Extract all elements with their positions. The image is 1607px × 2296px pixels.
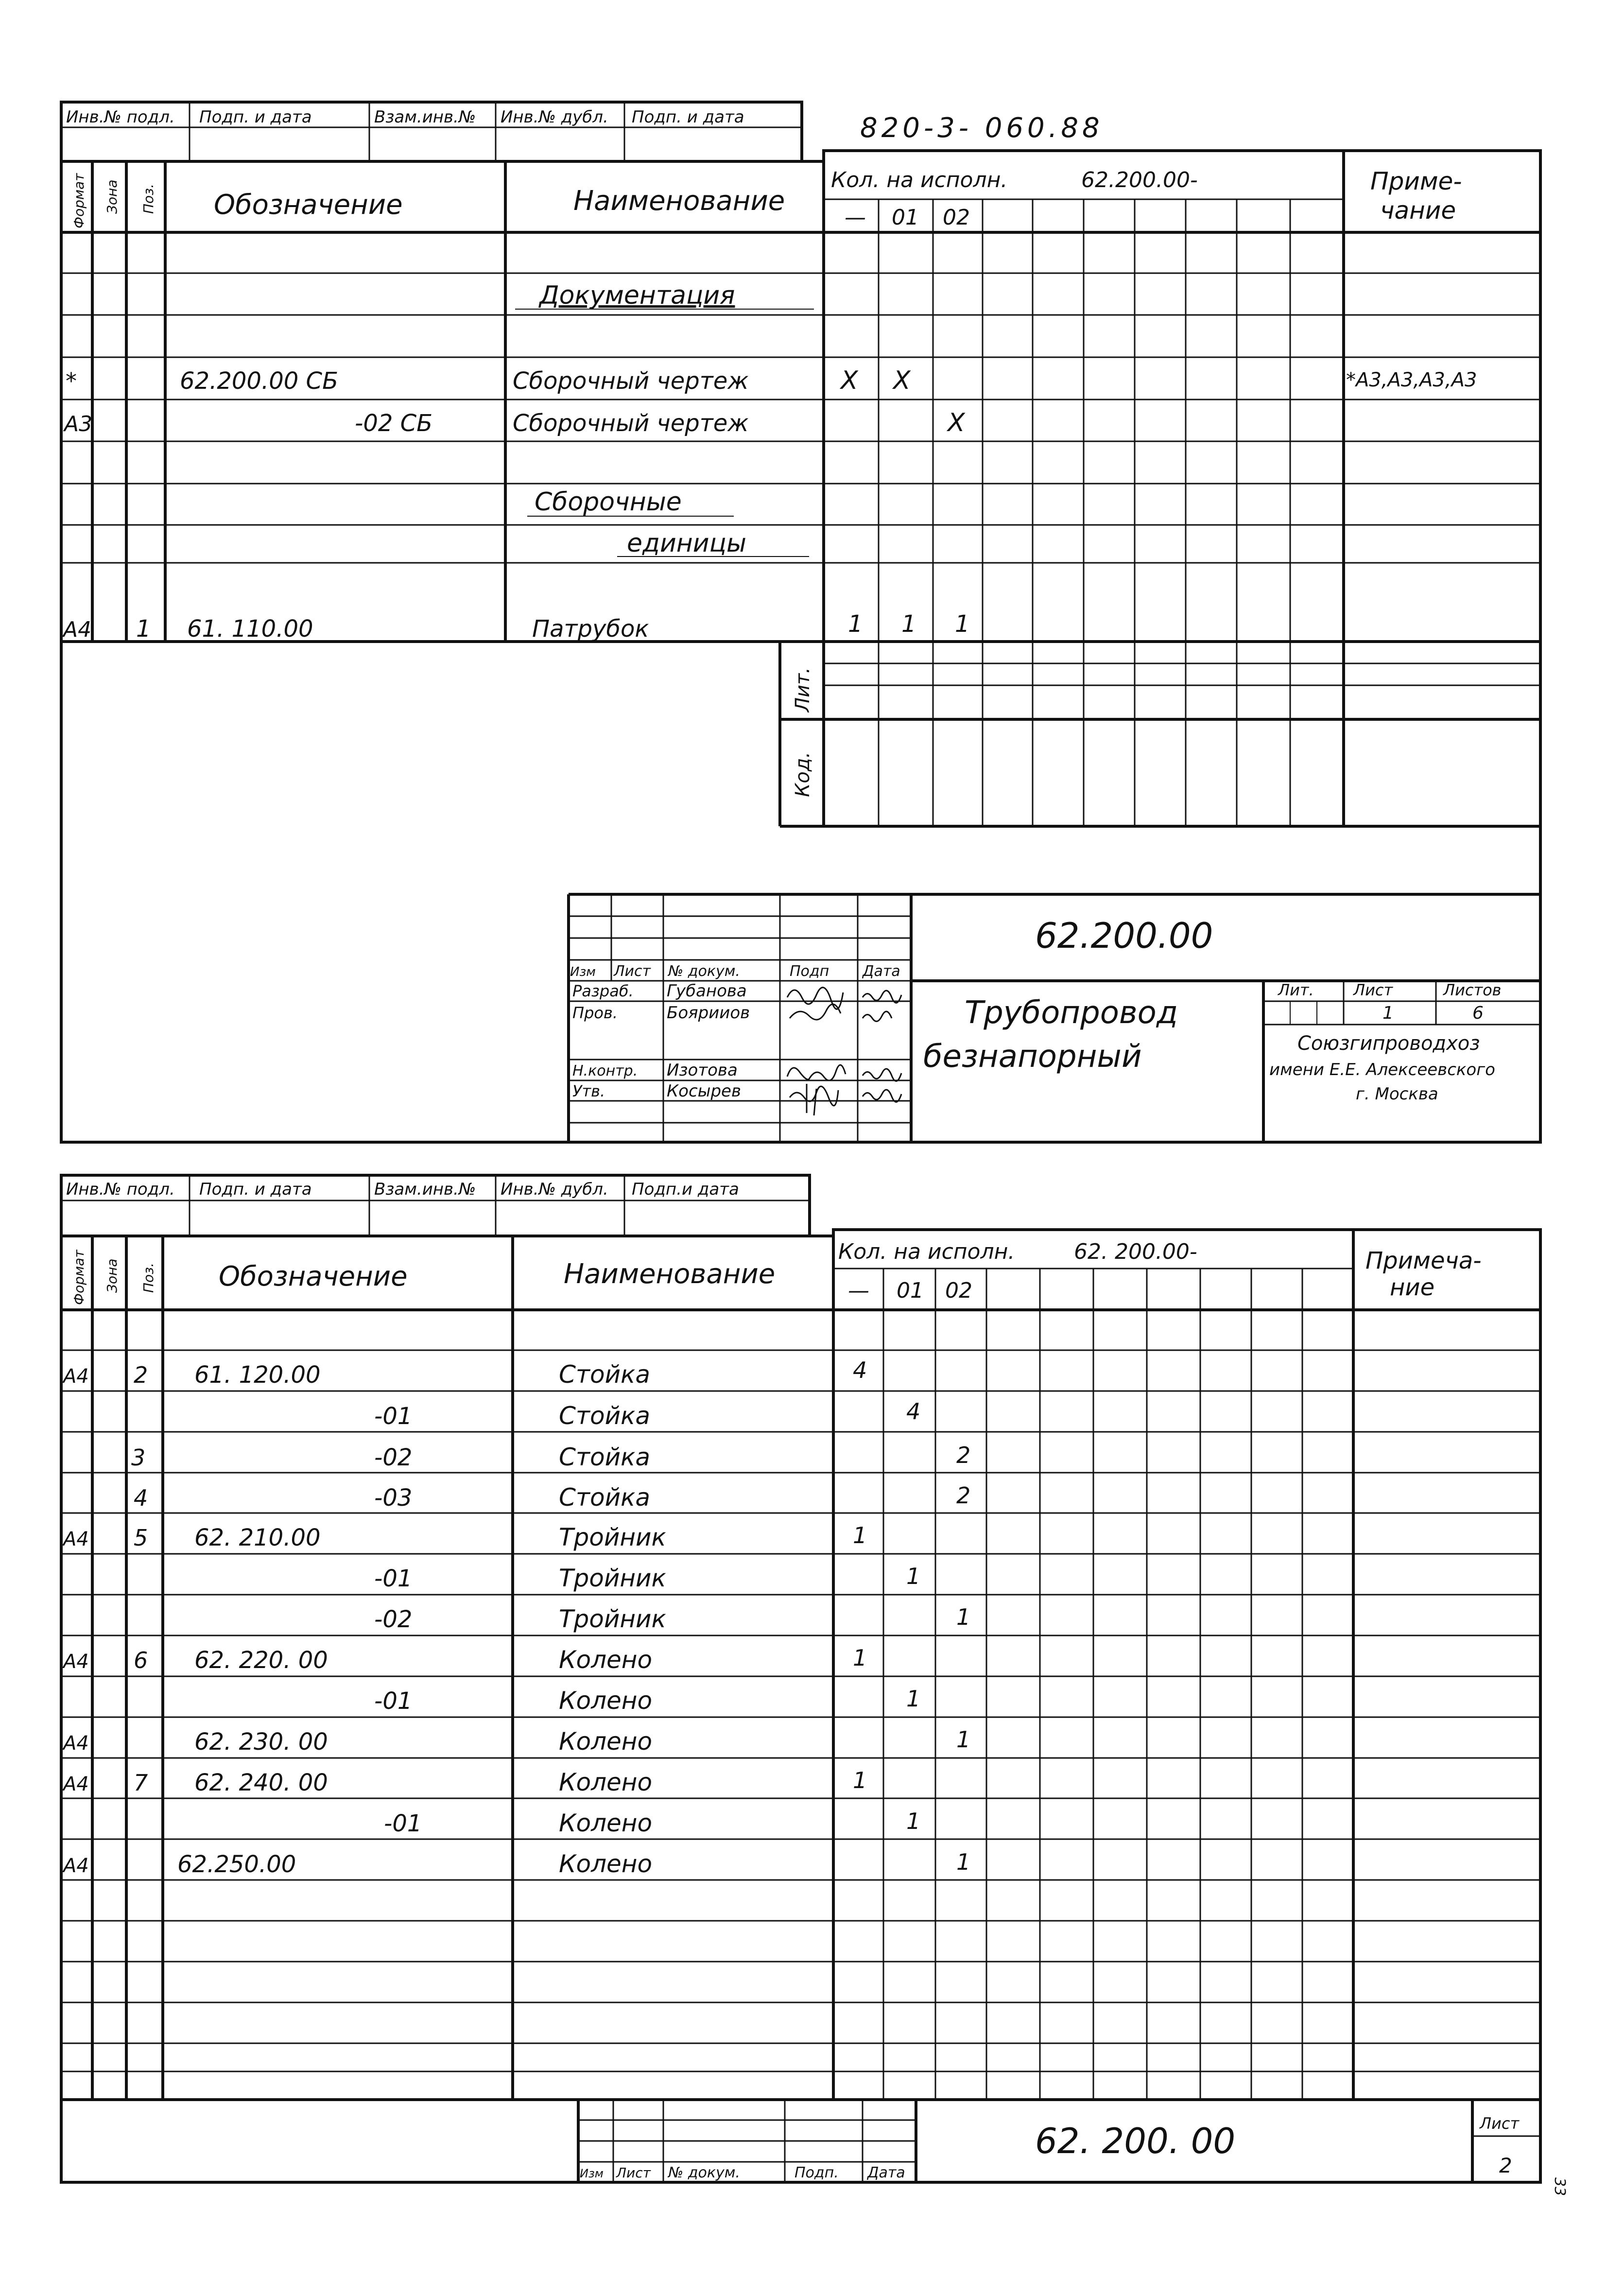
col-header-variant-base: — — [845, 205, 866, 230]
row-name: Колено — [559, 1646, 653, 1674]
row-format: А4 — [63, 1855, 89, 1877]
tb-org-line1: Союзгипроводхоз — [1297, 1032, 1480, 1055]
row-name: Колено — [559, 1768, 653, 1796]
table-row — [62, 1767, 867, 1796]
row-format: * — [66, 368, 77, 394]
row-qty-base: 4 — [853, 1357, 867, 1383]
tb-hdr-podp: Подп — [790, 963, 829, 980]
row-format: А4 — [63, 1732, 89, 1755]
tb2-hdr-izm: Изм — [580, 2167, 604, 2180]
tb-person: Губанова — [667, 981, 747, 1001]
tb-hdr-izm: Изм — [570, 965, 596, 979]
tb2-sheet-value: 2 — [1499, 2154, 1512, 2177]
tb2-sheet-label: Лист — [1480, 2114, 1520, 2133]
row-designation: 61. 110.00 — [187, 615, 313, 643]
margin-mark: 33 — [1551, 2177, 1568, 2196]
col-header-zone: Зона — [104, 1258, 120, 1293]
row-name: Тройник — [559, 1605, 666, 1633]
tb-sheet-value: 1 — [1382, 1003, 1394, 1023]
tb-role: Пров. — [572, 1004, 618, 1022]
table-row — [374, 1398, 920, 1430]
table-row — [374, 1563, 920, 1592]
row-qty-02: X — [948, 408, 965, 437]
stamp-header-vzam-inv: Взам.инв.№ — [374, 107, 476, 127]
row-name: Стойка — [559, 1483, 650, 1512]
signature-scribbles — [787, 988, 901, 1115]
row-qty-base: 1 — [853, 1767, 867, 1793]
spec-table-1-grid — [61, 151, 1540, 1142]
row-qty-01: 1 — [906, 1563, 921, 1589]
row-name: Колено — [559, 1850, 653, 1878]
row-name: Колено — [559, 1687, 653, 1715]
col-header-variant-01: 01 — [897, 1278, 924, 1303]
col-header-name: Наименование — [573, 185, 785, 217]
tb-org-line3: г. Москва — [1356, 1084, 1438, 1104]
stamp-header-podp-data-2: Подп.и дата — [632, 1180, 739, 1199]
row-designation: -02 — [374, 1606, 413, 1633]
table-row — [384, 1808, 920, 1837]
tb-sheets-value: 6 — [1472, 1003, 1484, 1023]
row-qty-02: 1 — [955, 610, 970, 638]
tb2-hdr-data: Дата — [867, 2164, 905, 2181]
table-row — [63, 408, 966, 437]
row-qty-02: 1 — [956, 1604, 971, 1630]
stamp-header-podp-data: Подп. и дата — [199, 1180, 312, 1199]
stamp-header-podp-data: Подп. и дата — [199, 107, 312, 127]
row-name: Тройник — [559, 1523, 666, 1551]
section-title: единицы — [627, 529, 746, 558]
tb-title-line2: безнапорный — [923, 1039, 1142, 1075]
col-header-name: Наименование — [564, 1258, 776, 1290]
table-row — [535, 487, 746, 558]
spec-table-2-headers — [71, 1239, 1482, 1305]
tb-person: Косырев — [667, 1081, 742, 1101]
row-pos: 7 — [134, 1770, 148, 1796]
title-block-1 — [569, 894, 1540, 1142]
col-header-qty-base: 62. 200.00- — [1074, 1239, 1197, 1264]
stamp-header-inv-dubl: Инв.№ дубл. — [501, 107, 608, 127]
row-qty-02: 1 — [956, 1849, 971, 1875]
col-header-format: Формат — [71, 1250, 87, 1305]
row-name: Стойка — [559, 1360, 650, 1389]
table-row — [62, 1357, 867, 1389]
row-name: Стойка — [559, 1443, 650, 1471]
col-header-variant-01: 01 — [892, 205, 919, 230]
row-pos: 5 — [134, 1525, 148, 1551]
col-header-variant-02: 02 — [945, 1278, 972, 1303]
approval-stamp-strip-1 — [61, 102, 802, 161]
row-format: А4 — [63, 1773, 89, 1795]
row-designation: 62. 230. 00 — [194, 1728, 328, 1756]
row-qty-base: 1 — [848, 610, 863, 638]
col-header-pos: Поз. — [140, 184, 156, 214]
top-drawing-code: 820-3- 060.88 — [860, 112, 1104, 144]
approval-stamp-strip-2 — [61, 1175, 810, 1236]
row-designation: 62. 240. 00 — [194, 1769, 328, 1796]
row-qty-base: 1 — [853, 1522, 867, 1548]
tb-lit-label: Лит. — [1278, 981, 1314, 999]
section-title: Сборочные — [535, 487, 682, 517]
table-row — [374, 1604, 970, 1633]
stamp-header-podp-data-2: Подп. и дата — [632, 107, 744, 127]
col-header-qty-caption: Кол. на исполн. — [838, 1239, 1015, 1264]
row-pos: 3 — [131, 1444, 146, 1471]
row-designation: -01 — [384, 1810, 422, 1837]
table-row — [66, 366, 1477, 395]
row-designation: -02 — [374, 1444, 413, 1471]
title-block-2 — [578, 2100, 1540, 2182]
row-format: А4 — [63, 1365, 89, 1388]
row-designation: 61. 120.00 — [194, 1361, 321, 1389]
side-label-lit: Лит. — [792, 667, 814, 712]
col-header-qty-caption: Кол. на исполн. — [831, 168, 1008, 192]
row-qty-01: X — [893, 366, 911, 395]
row-format: А4 — [63, 1528, 89, 1550]
stamp-header-vzam-inv: Взам.инв.№ — [374, 1180, 476, 1199]
row-pos: 2 — [134, 1362, 148, 1388]
col-header-designation: Обозначение — [219, 1261, 408, 1292]
tb-hdr-ndoc: № докум. — [668, 963, 740, 980]
row-name: Сборочный чертеж — [513, 367, 749, 395]
row-format: А4 — [63, 617, 92, 642]
col-header-format: Формат — [71, 173, 87, 228]
row-name: Сборочный чертеж — [513, 410, 749, 437]
col-header-pos: Поз. — [140, 1263, 156, 1293]
side-label-kod: Код. — [792, 751, 814, 797]
row-pos: 4 — [134, 1485, 148, 1511]
row-qty-base: X — [841, 366, 858, 395]
tb-hdr-list: Лист — [614, 963, 651, 980]
row-pos: 6 — [134, 1647, 148, 1673]
col-header-designation: Обозначение — [214, 189, 403, 221]
tb2-hdr-podp: Подп. — [795, 2164, 839, 2181]
row-designation: -01 — [374, 1687, 413, 1715]
row-designation: -01 — [374, 1403, 413, 1430]
tb-role: Разраб. — [572, 982, 634, 1000]
tb2-doc-number: 62. 200. 00 — [1035, 2121, 1236, 2161]
row-qty-01: 1 — [901, 610, 916, 638]
tb-sheets-label: Листов — [1443, 981, 1502, 999]
table-row — [131, 1442, 970, 1471]
row-name: Стойка — [559, 1402, 650, 1430]
row-qty-01: 1 — [906, 1808, 921, 1834]
stamp-header-inv-podl: Инв.№ подл. — [66, 1180, 175, 1199]
tb-title-line1: Трубопровод — [965, 995, 1178, 1031]
row-qty-02: 2 — [956, 1442, 971, 1468]
tb-role: Утв. — [572, 1082, 605, 1100]
tb2-hdr-list: Лист — [616, 2165, 651, 2181]
row-note: *А3,А3,А3,А3 — [1346, 369, 1477, 391]
tb2-hdr-ndoc: № докум. — [668, 2164, 740, 2181]
row-designation: -03 — [374, 1484, 413, 1512]
col-header-variant-02: 02 — [943, 205, 970, 230]
table-row — [62, 610, 970, 643]
row-qty-02: 1 — [956, 1726, 971, 1753]
stamp-header-inv-podl: Инв.№ подл. — [66, 107, 175, 127]
row-designation: -02 СБ — [355, 410, 433, 437]
section-title: Документация — [539, 281, 735, 310]
tb-role: Н.контр. — [572, 1062, 638, 1079]
col-header-zone: Зона — [104, 179, 120, 214]
row-name: Колено — [559, 1727, 653, 1756]
row-format: А4 — [63, 1651, 89, 1673]
row-designation: 62. 210.00 — [194, 1524, 321, 1551]
row-name: Колено — [559, 1809, 653, 1837]
row-qty-02: 2 — [956, 1482, 971, 1509]
col-header-variant-base: — — [848, 1278, 869, 1303]
row-name: Патрубок — [532, 615, 649, 643]
row-name: Тройник — [559, 1564, 666, 1592]
row-designation: 62.200.00 СБ — [180, 367, 338, 395]
col-header-note: Примеча-ние — [1365, 1247, 1482, 1301]
row-qty-base: 1 — [853, 1645, 867, 1671]
tb-org-line2: имени Е.Е. Алексеевского — [1269, 1060, 1495, 1079]
tb-doc-number: 62.200.00 — [1035, 915, 1213, 956]
row-designation: 62.250.00 — [177, 1851, 296, 1878]
tb-hdr-data: Дата — [863, 963, 900, 980]
table-row — [134, 1482, 970, 1512]
table-row — [62, 1645, 867, 1674]
row-qty-01: 4 — [906, 1398, 921, 1425]
table-row — [62, 1522, 867, 1551]
tb-person: Боярииов — [667, 1003, 750, 1023]
tb-sheet-label: Лист — [1353, 981, 1393, 999]
row-pos: 1 — [136, 615, 151, 643]
table-row — [374, 1686, 920, 1715]
col-header-qty-base: 62.200.00- — [1081, 168, 1198, 192]
row-qty-01: 1 — [906, 1686, 921, 1712]
col-header-note: Приме-чание — [1370, 167, 1462, 225]
table-row — [538, 281, 735, 310]
row-format: А3 — [64, 412, 93, 436]
row-designation: 62. 220. 00 — [194, 1647, 328, 1674]
tb-person: Изотова — [667, 1061, 738, 1080]
stamp-header-inv-dubl: Инв.№ дубл. — [501, 1180, 608, 1199]
row-designation: -01 — [374, 1565, 413, 1592]
